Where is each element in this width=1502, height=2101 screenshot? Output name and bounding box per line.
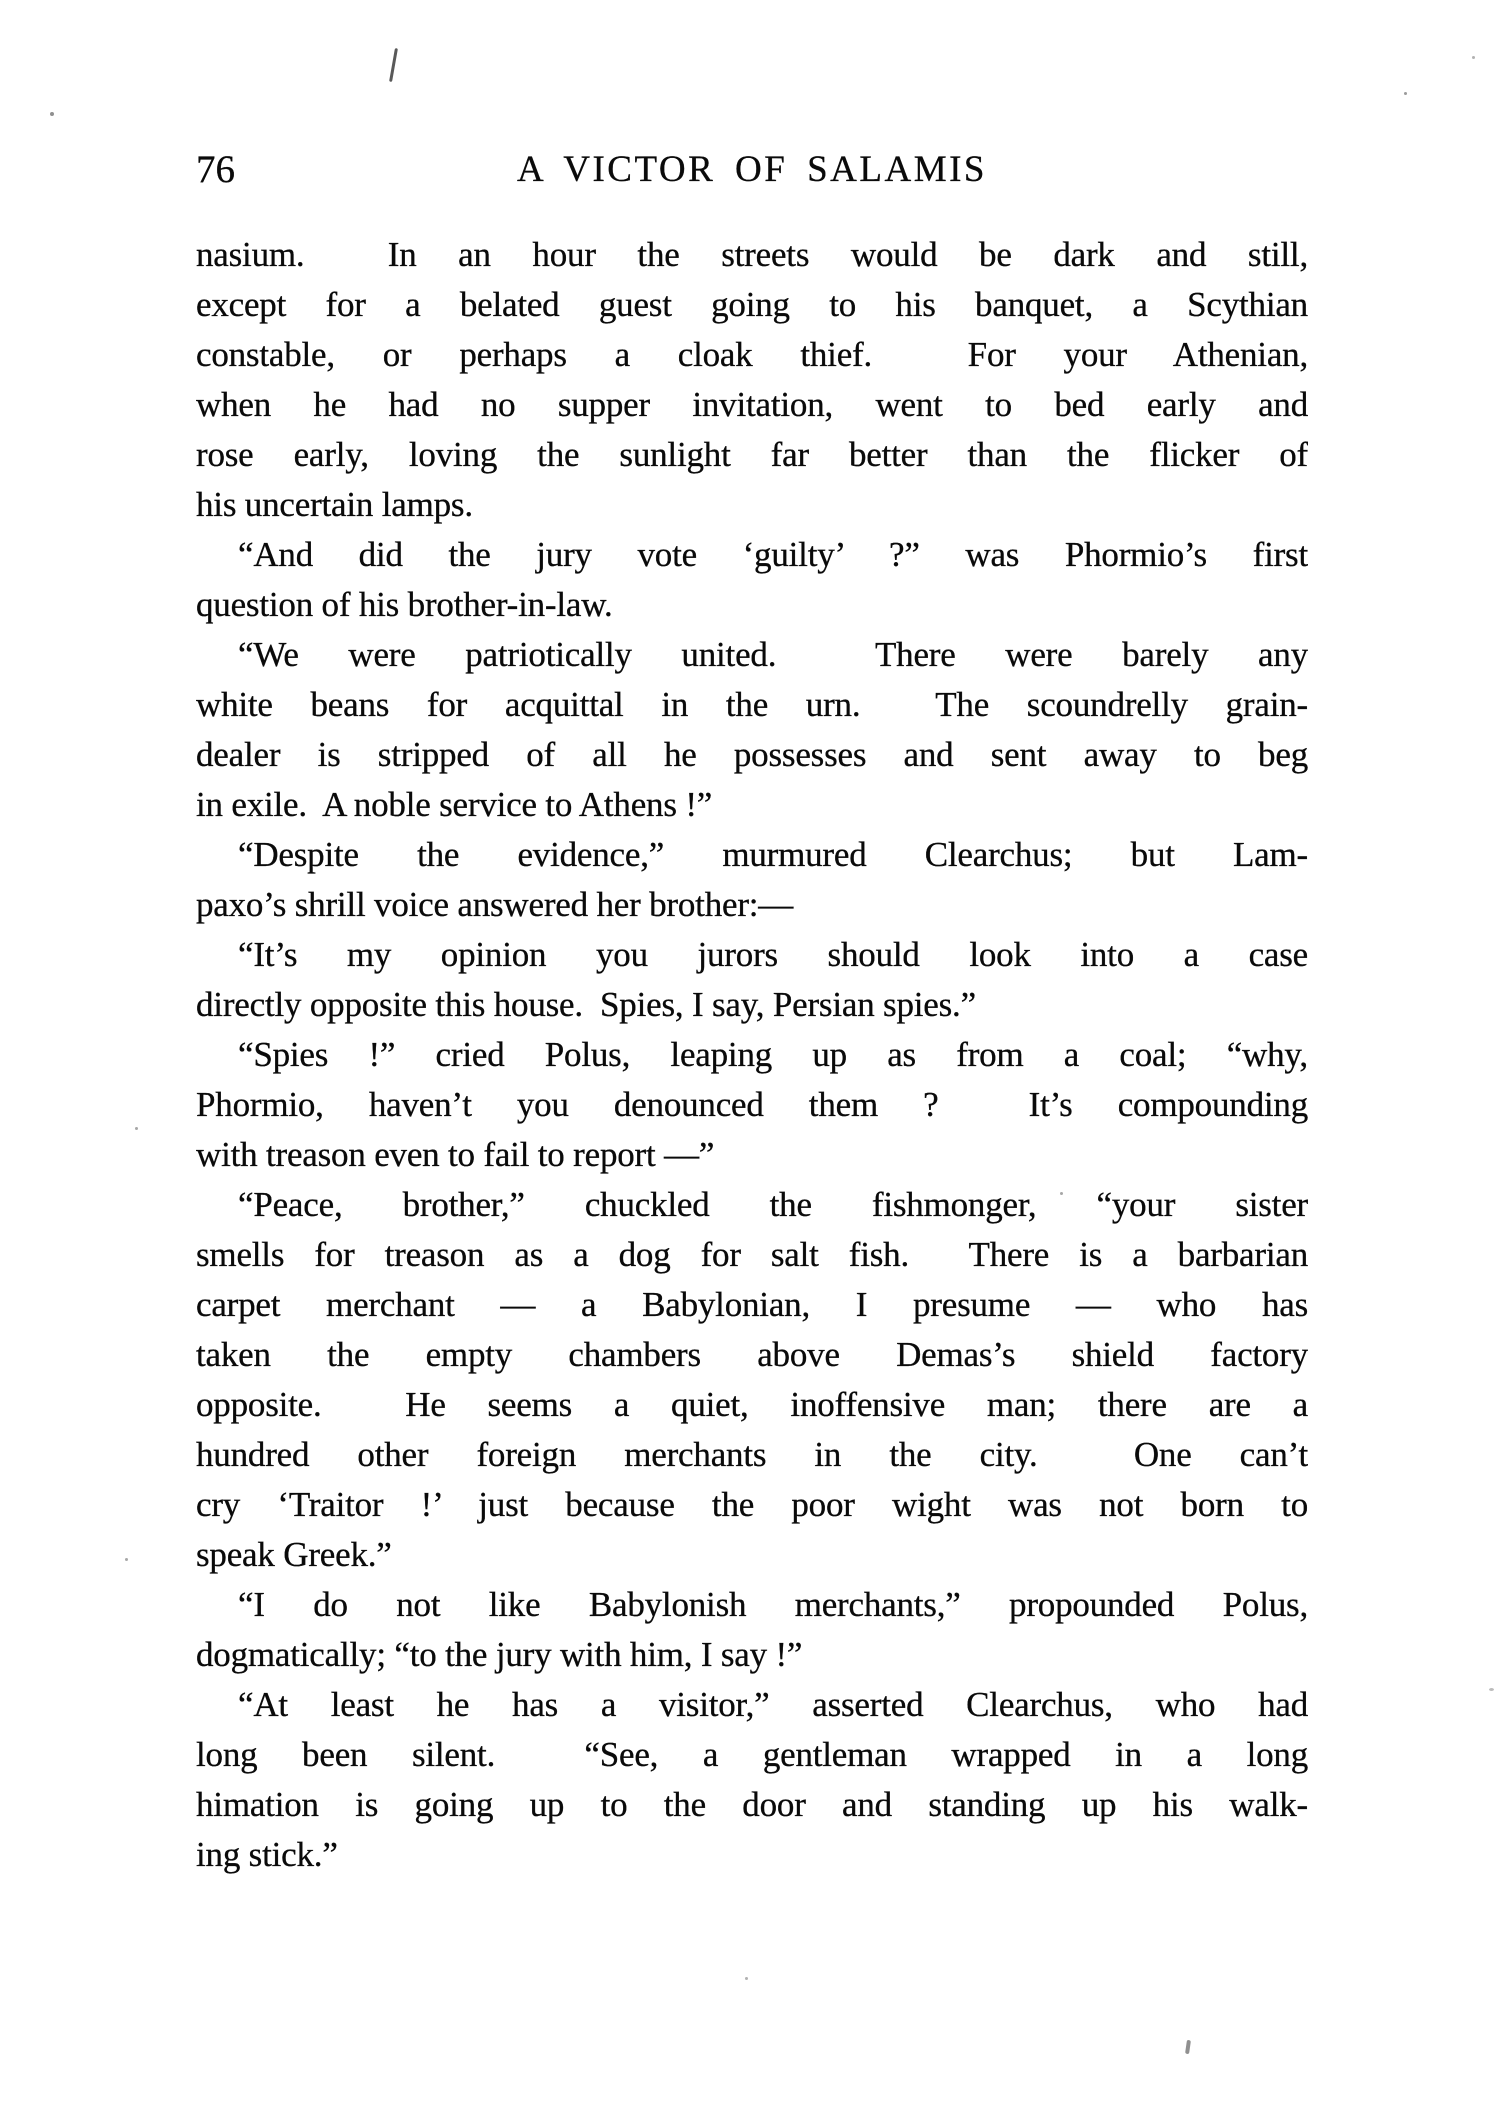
scan-speckle [389, 48, 398, 82]
page-number: 76 [196, 148, 235, 191]
text-line: paxo’s shrill voice answered her brother:— [196, 885, 794, 924]
text-line: “Despite the evidence,” murmured Clearchus; but Lam- [238, 835, 1308, 874]
text-line: cry ‘Traitor !’ just because the poor wight was not born to [196, 1485, 1308, 1524]
text-line: except for a belated guest going to his banquet, a Scythian [196, 285, 1308, 324]
scan-speckle [1404, 92, 1407, 95]
text-line: Phormio, haven’t you denounced them ? It’s compounding [196, 1085, 1308, 1124]
text-line: nasium. In an hour the streets would be dark and still, [196, 235, 1308, 274]
page-text-block [196, 230, 1308, 1880]
text-line: himation is going up to the door and standing up his walk- [196, 1785, 1308, 1824]
text-line: opposite. He seems a quiet, inoffensive man; there are a [196, 1385, 1308, 1424]
scan-speckle [125, 1558, 128, 1561]
text-line: dogmatically; “to the jury with him, I say !” [196, 1635, 803, 1674]
text-line: with treason even to fail to report —” [196, 1135, 715, 1174]
text-line: ing stick.” [196, 1835, 338, 1874]
text-line: dealer is stripped of all he possesses and sent away to beg [196, 735, 1308, 774]
scan-speckle [50, 112, 54, 116]
text-line: directly opposite this house. Spies, I say, Persian spies.” [196, 985, 976, 1024]
text-line: carpet merchant — a Babylonian, I presume — who has [196, 1285, 1308, 1324]
text-line: white beans for acquittal in the urn. The scoundrelly grain- [196, 685, 1308, 724]
scan-speckle [1472, 56, 1475, 59]
text-line: “It’s my opinion you jurors should look into a case [238, 935, 1308, 974]
text-line: “Spies !” cried Polus, leaping up as from a coal; “why, [238, 1035, 1308, 1074]
text-line: “And did the jury vote ‘guilty’ ?” was Phormio’s first [238, 535, 1308, 574]
scan-speckle [1489, 1688, 1494, 1691]
scan-speckle [1185, 2040, 1191, 2054]
scan-speckle [135, 1127, 138, 1130]
text-line: “Peace, brother,” chuckled the fishmonger, “your sister [238, 1185, 1308, 1224]
text-line: his uncertain lamps. [196, 485, 473, 524]
text-line: “I do not like Babylonish merchants,” propounded Polus, [238, 1585, 1308, 1624]
text-line: hundred other foreign merchants in the city. One can’t [196, 1435, 1308, 1474]
text-line: speak Greek.” [196, 1535, 392, 1574]
text-line: “At least he has a visitor,” asserted Clearchus, who had [238, 1685, 1308, 1724]
page-title: A VICTOR OF SALAMIS [516, 149, 988, 190]
text-line: rose early, loving the sunlight far better than the flicker of [196, 435, 1308, 474]
text-line: constable, or perhaps a cloak thief. For your Athenian, [196, 335, 1308, 374]
text-line: question of his brother-in-law. [196, 585, 613, 624]
text-line: when he had no supper invitation, went to bed early and [196, 385, 1308, 424]
text-line: taken the empty chambers above Demas’s shield factory [196, 1335, 1308, 1374]
text-line: “We were patriotically united. There were barely any [238, 635, 1308, 674]
text-line: in exile. A noble service to Athens !” [196, 785, 713, 824]
text-line: long been silent. “See, a gentleman wrapped in a long [196, 1735, 1308, 1774]
scan-speckle [745, 1977, 748, 1980]
scan-speckle [1060, 1192, 1063, 1195]
text-line: smells for treason as a dog for salt fish. There is a barbarian [196, 1235, 1308, 1274]
